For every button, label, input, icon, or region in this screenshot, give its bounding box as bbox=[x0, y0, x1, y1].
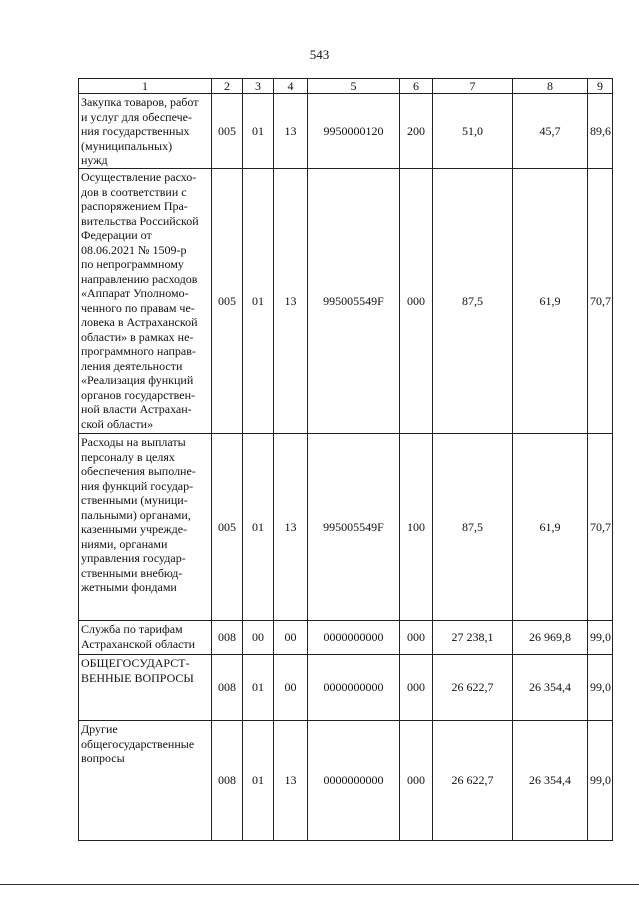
header-cell: 2 bbox=[212, 79, 243, 94]
row-name-cell: ОБЩЕГОСУДАРСТ- ВЕННЫЕ ВОПРОСЫ bbox=[79, 655, 212, 721]
admin-code-cell: 005 bbox=[212, 169, 243, 434]
admin-code-cell: 005 bbox=[212, 94, 243, 169]
target-article-cell: 995005549F bbox=[308, 169, 400, 434]
subsection-code-cell: 13 bbox=[274, 169, 308, 434]
actual-value-cell: 61,9 bbox=[513, 169, 588, 434]
subsection-code-cell: 00 bbox=[274, 621, 308, 655]
percent-cell: 70,7 bbox=[588, 434, 613, 621]
percent-cell: 99,0 bbox=[588, 655, 613, 721]
header-cell: 6 bbox=[400, 79, 433, 94]
section-code-cell: 01 bbox=[243, 721, 274, 841]
header-cell: 1 bbox=[79, 79, 212, 94]
plan-value-cell: 87,5 bbox=[433, 434, 513, 621]
table-row bbox=[79, 621, 613, 655]
admin-code-cell: 008 bbox=[212, 621, 243, 655]
section-code-cell: 01 bbox=[243, 655, 274, 721]
row-name-cell: Закупка товаров, работ и услуг для обеспече- ния государственных (муниципальных) нужд bbox=[79, 94, 212, 169]
percent-cell: 99,0 bbox=[588, 721, 613, 841]
page-number: 543 bbox=[309, 47, 330, 62]
table-row bbox=[79, 434, 613, 621]
table-header-row bbox=[79, 79, 613, 94]
header-cell: 5 bbox=[308, 79, 400, 94]
row-name-cell: Другие общегосударственные вопросы bbox=[79, 721, 212, 841]
expense-type-cell: 100 bbox=[400, 434, 433, 621]
percent-cell: 89,6 bbox=[588, 94, 613, 169]
actual-value-cell: 26 354,4 bbox=[513, 655, 588, 721]
row-name-cell: Служба по тарифам Астраханской области bbox=[79, 621, 212, 655]
table-row bbox=[79, 655, 613, 721]
admin-code-cell: 008 bbox=[212, 721, 243, 841]
expense-type-cell: 000 bbox=[400, 655, 433, 721]
header-cell: 9 bbox=[588, 79, 613, 94]
target-article-cell: 0000000000 bbox=[308, 721, 400, 841]
actual-value-cell: 45,7 bbox=[513, 94, 588, 169]
target-article-cell: 0000000000 bbox=[308, 621, 400, 655]
row-name-cell: Расходы на выплаты персоналу в целях обеспечения выполне- ния функций государ- ственными (муници- пальными) органами, казенными учрежде- ниями, органами управления государ- ственными внебюд- жетными фондами bbox=[79, 434, 212, 621]
percent-cell: 70,7 bbox=[588, 169, 613, 434]
plan-value-cell: 26 622,7 bbox=[433, 655, 513, 721]
plan-value-cell: 87,5 bbox=[433, 169, 513, 434]
actual-value-cell: 26 969,8 bbox=[513, 621, 588, 655]
expense-type-cell: 000 bbox=[400, 621, 433, 655]
section-code-cell: 01 bbox=[243, 94, 274, 169]
plan-value-cell: 26 622,7 bbox=[433, 721, 513, 841]
plan-value-cell: 51,0 bbox=[433, 94, 513, 169]
subsection-code-cell: 13 bbox=[274, 434, 308, 621]
subsection-code-cell: 13 bbox=[274, 721, 308, 841]
section-code-cell: 01 bbox=[243, 434, 274, 621]
actual-value-cell: 26 354,4 bbox=[513, 721, 588, 841]
target-article-cell: 0000000000 bbox=[308, 655, 400, 721]
table-row bbox=[79, 94, 613, 169]
target-article-cell: 995005549F bbox=[308, 434, 400, 621]
percent-cell: 99,0 bbox=[588, 621, 613, 655]
bottom-divider bbox=[0, 884, 639, 885]
header-cell: 3 bbox=[243, 79, 274, 94]
header-cell: 8 bbox=[513, 79, 588, 94]
table-row bbox=[79, 169, 613, 434]
expense-type-cell: 000 bbox=[400, 169, 433, 434]
admin-code-cell: 008 bbox=[212, 655, 243, 721]
row-name-cell: Осуществление расхо- дов в соответствии с распоряжением Пра- вительства Российской Федерации от 08.06.2021 № 1509-р по непрограммному направлению расходов «Аппарат Уполномо- ченного по правам че- ловека в Астраханской области» в рамках не- программного направ- ления деятельности «Реализация функций органов государствен- ной власти Астрахан- ской области» bbox=[79, 169, 212, 434]
expense-type-cell: 000 bbox=[400, 721, 433, 841]
section-code-cell: 01 bbox=[243, 169, 274, 434]
actual-value-cell: 61,9 bbox=[513, 434, 588, 621]
section-code-cell: 00 bbox=[243, 621, 274, 655]
budget-table bbox=[78, 78, 613, 841]
plan-value-cell: 27 238,1 bbox=[433, 621, 513, 655]
table-row bbox=[79, 721, 613, 841]
header-cell: 7 bbox=[433, 79, 513, 94]
header-cell: 4 bbox=[274, 79, 308, 94]
admin-code-cell: 005 bbox=[212, 434, 243, 621]
subsection-code-cell: 00 bbox=[274, 655, 308, 721]
expense-type-cell: 200 bbox=[400, 94, 433, 169]
target-article-cell: 9950000120 bbox=[308, 94, 400, 169]
subsection-code-cell: 13 bbox=[274, 94, 308, 169]
